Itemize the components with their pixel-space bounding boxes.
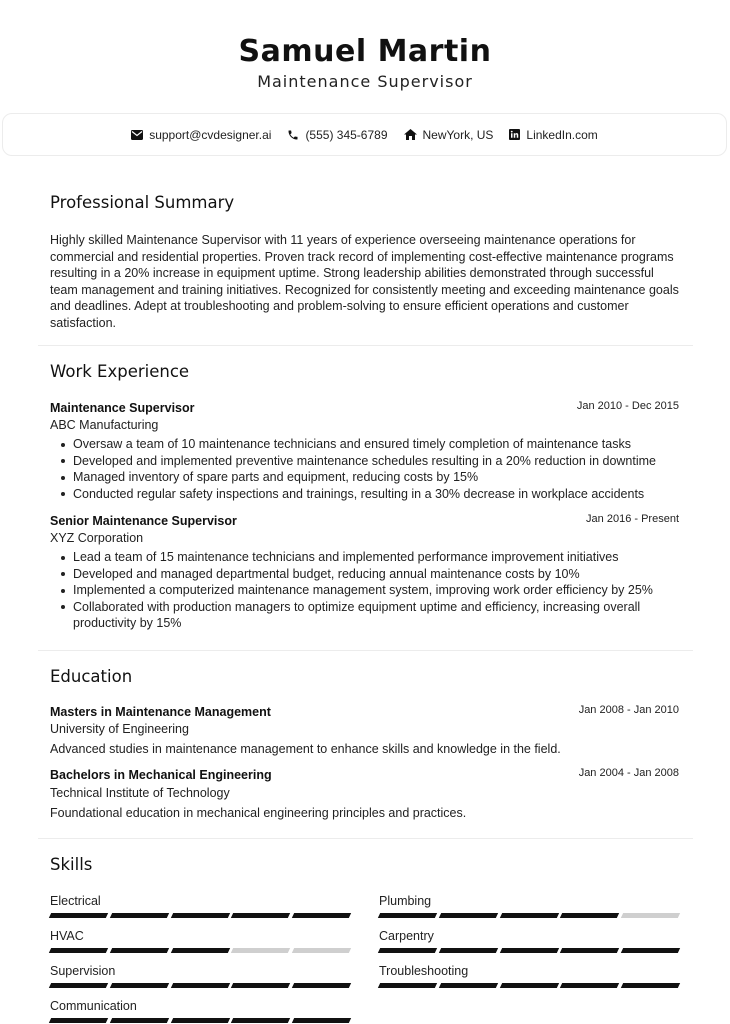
- job-bullets: [50, 549, 680, 632]
- skill-segment-filled: [499, 948, 558, 953]
- job-bullet: Oversaw a team of 10 maintenance technicians and ensured timely completion of maintenance tasks: [50, 436, 680, 453]
- candidate-name: Samuel Martin: [238, 34, 492, 69]
- job-bullet: Conducted regular safety inspections and trainings, resulting in a 30% decrease in workplace accidents: [50, 486, 680, 503]
- job-bullet: Implemented a computerized maintenance management system, improving work order efficiency by 25%: [50, 582, 680, 599]
- linkedin-icon: [509, 129, 520, 140]
- skill-segment-filled: [49, 983, 108, 988]
- skill-name: HVAC: [50, 929, 84, 943]
- skill-segment-filled: [170, 983, 229, 988]
- skill-segment-filled: [231, 1018, 290, 1023]
- skill-level-bar: [50, 983, 350, 988]
- skill-segment-filled: [231, 913, 290, 918]
- contact-email[interactable]: [131, 128, 271, 142]
- job-bullet: Developed and implemented preventive maintenance schedules resulting in a 20% reduction in downtime: [50, 453, 680, 470]
- skill-segment-filled: [621, 948, 680, 953]
- skill-name: Carpentry: [379, 929, 434, 943]
- skill-segment-filled: [560, 913, 619, 918]
- skill-level-bar: [379, 948, 679, 953]
- section-divider: [38, 650, 693, 651]
- skill-segment-filled: [378, 983, 437, 988]
- skill-name: Supervision: [50, 964, 116, 978]
- experience-heading: Work Experience: [50, 362, 190, 381]
- skill-segment-filled: [560, 983, 619, 988]
- summary-text: Highly skilled Maintenance Supervisor with 11 years of experience overseeing maintenance operations for commercial and residential properties. Proven track record of implementing cost-effective maintenance programs resulting in a 20% increase in equipment uptime. Strong leadership abilities demonstrated through successful team management and training initiatives. Recognized for consistently meeting and exceeding maintenance goals and deadlines. Adept at troubleshooting and problem-solving to ensure efficient operations and customer satisfaction.: [50, 233, 679, 330]
- skill-segment-filled: [110, 983, 169, 988]
- education-description: Advanced studies in maintenance management to enhance skills and knowledge in the field.: [50, 742, 561, 756]
- job-bullet: Collaborated with production managers to optimize equipment uptime and efficiency, increasing overall productivity by 15%: [50, 599, 680, 632]
- education-heading: Education: [50, 667, 133, 686]
- skill-segment-filled: [499, 983, 558, 988]
- contact-bar: [2, 113, 727, 156]
- skill-name: Troubleshooting: [379, 964, 469, 978]
- job-bullet: Developed and managed departmental budget, reducing annual maintenance costs by 10%: [50, 566, 680, 583]
- skill-segment-filled: [439, 983, 498, 988]
- skill-segment-filled: [292, 1018, 351, 1023]
- skill-segment-filled: [110, 913, 169, 918]
- skill-segment-filled: [110, 948, 169, 953]
- candidate-title: Maintenance Supervisor: [257, 72, 473, 91]
- skill-segment-filled: [231, 983, 290, 988]
- skill-segment-filled: [292, 983, 351, 988]
- skill-level-bar: [50, 913, 350, 918]
- phone-icon: [287, 129, 299, 141]
- phone-text: (555) 345-6789: [305, 127, 388, 142]
- skill-segment-filled: [170, 1018, 229, 1023]
- job-company: ABC Manufacturing: [50, 418, 159, 432]
- section-divider: [38, 838, 693, 839]
- skill-segment-empty: [292, 948, 351, 953]
- job-dates: Jan 2010 - Dec 2015: [576, 400, 679, 412]
- school-name: University of Engineering: [50, 722, 189, 736]
- contact-location: [404, 128, 494, 142]
- skill-segment-filled: [499, 913, 558, 918]
- education-description: Foundational education in mechanical engineering principles and practices.: [50, 806, 467, 820]
- job-bullets: [50, 436, 680, 502]
- job-bullet: Managed inventory of spare parts and equipment, reducing costs by 15%: [50, 469, 680, 486]
- skill-name: Communication: [50, 999, 137, 1013]
- skill-level-bar: [379, 983, 679, 988]
- job-dates: Jan 2016 - Present: [586, 513, 679, 525]
- skill-segment-filled: [292, 913, 351, 918]
- job-title: Senior Maintenance Supervisor: [50, 514, 237, 528]
- skill-segment-filled: [621, 983, 680, 988]
- contact-phone[interactable]: [287, 128, 387, 142]
- school-name: Technical Institute of Technology: [50, 786, 230, 800]
- skill-segment-filled: [170, 913, 229, 918]
- skill-segment-filled: [439, 913, 498, 918]
- skill-segment-filled: [560, 948, 619, 953]
- skill-segment-filled: [110, 1018, 169, 1023]
- home-icon: [404, 129, 417, 140]
- skill-name: Plumbing: [379, 894, 432, 908]
- linkedin-text: LinkedIn.com: [526, 127, 598, 142]
- skill-segment-empty: [621, 913, 680, 918]
- job-company: XYZ Corporation: [50, 531, 144, 545]
- job-bullet: Lead a team of 15 maintenance technicians and implemented performance improvement initiatives: [50, 549, 680, 566]
- email-text: support@cvdesigner.ai: [149, 127, 272, 142]
- skill-name: Electrical: [50, 894, 101, 908]
- summary-heading: Professional Summary: [50, 193, 235, 212]
- skill-segment-filled: [49, 913, 108, 918]
- skill-segment-empty: [231, 948, 290, 953]
- skill-segment-filled: [439, 948, 498, 953]
- education-dates: Jan 2004 - Jan 2008: [578, 767, 679, 779]
- skill-segment-filled: [49, 1018, 108, 1023]
- envelope-icon: [131, 130, 143, 140]
- degree-title: Bachelors in Mechanical Engineering: [50, 768, 272, 782]
- job-title: Maintenance Supervisor: [50, 401, 195, 415]
- contact-linkedin[interactable]: [509, 128, 597, 142]
- skill-segment-filled: [378, 948, 437, 953]
- location-text: NewYork, US: [422, 127, 494, 142]
- skill-segment-filled: [49, 948, 108, 953]
- degree-title: Masters in Maintenance Management: [50, 705, 271, 719]
- skill-level-bar: [50, 1018, 350, 1023]
- education-dates: Jan 2008 - Jan 2010: [578, 704, 679, 716]
- skills-heading: Skills: [50, 855, 93, 874]
- section-divider: [38, 345, 693, 346]
- skill-segment-filled: [378, 913, 437, 918]
- skill-level-bar: [50, 948, 350, 953]
- skill-level-bar: [379, 913, 679, 918]
- skill-segment-filled: [170, 948, 229, 953]
